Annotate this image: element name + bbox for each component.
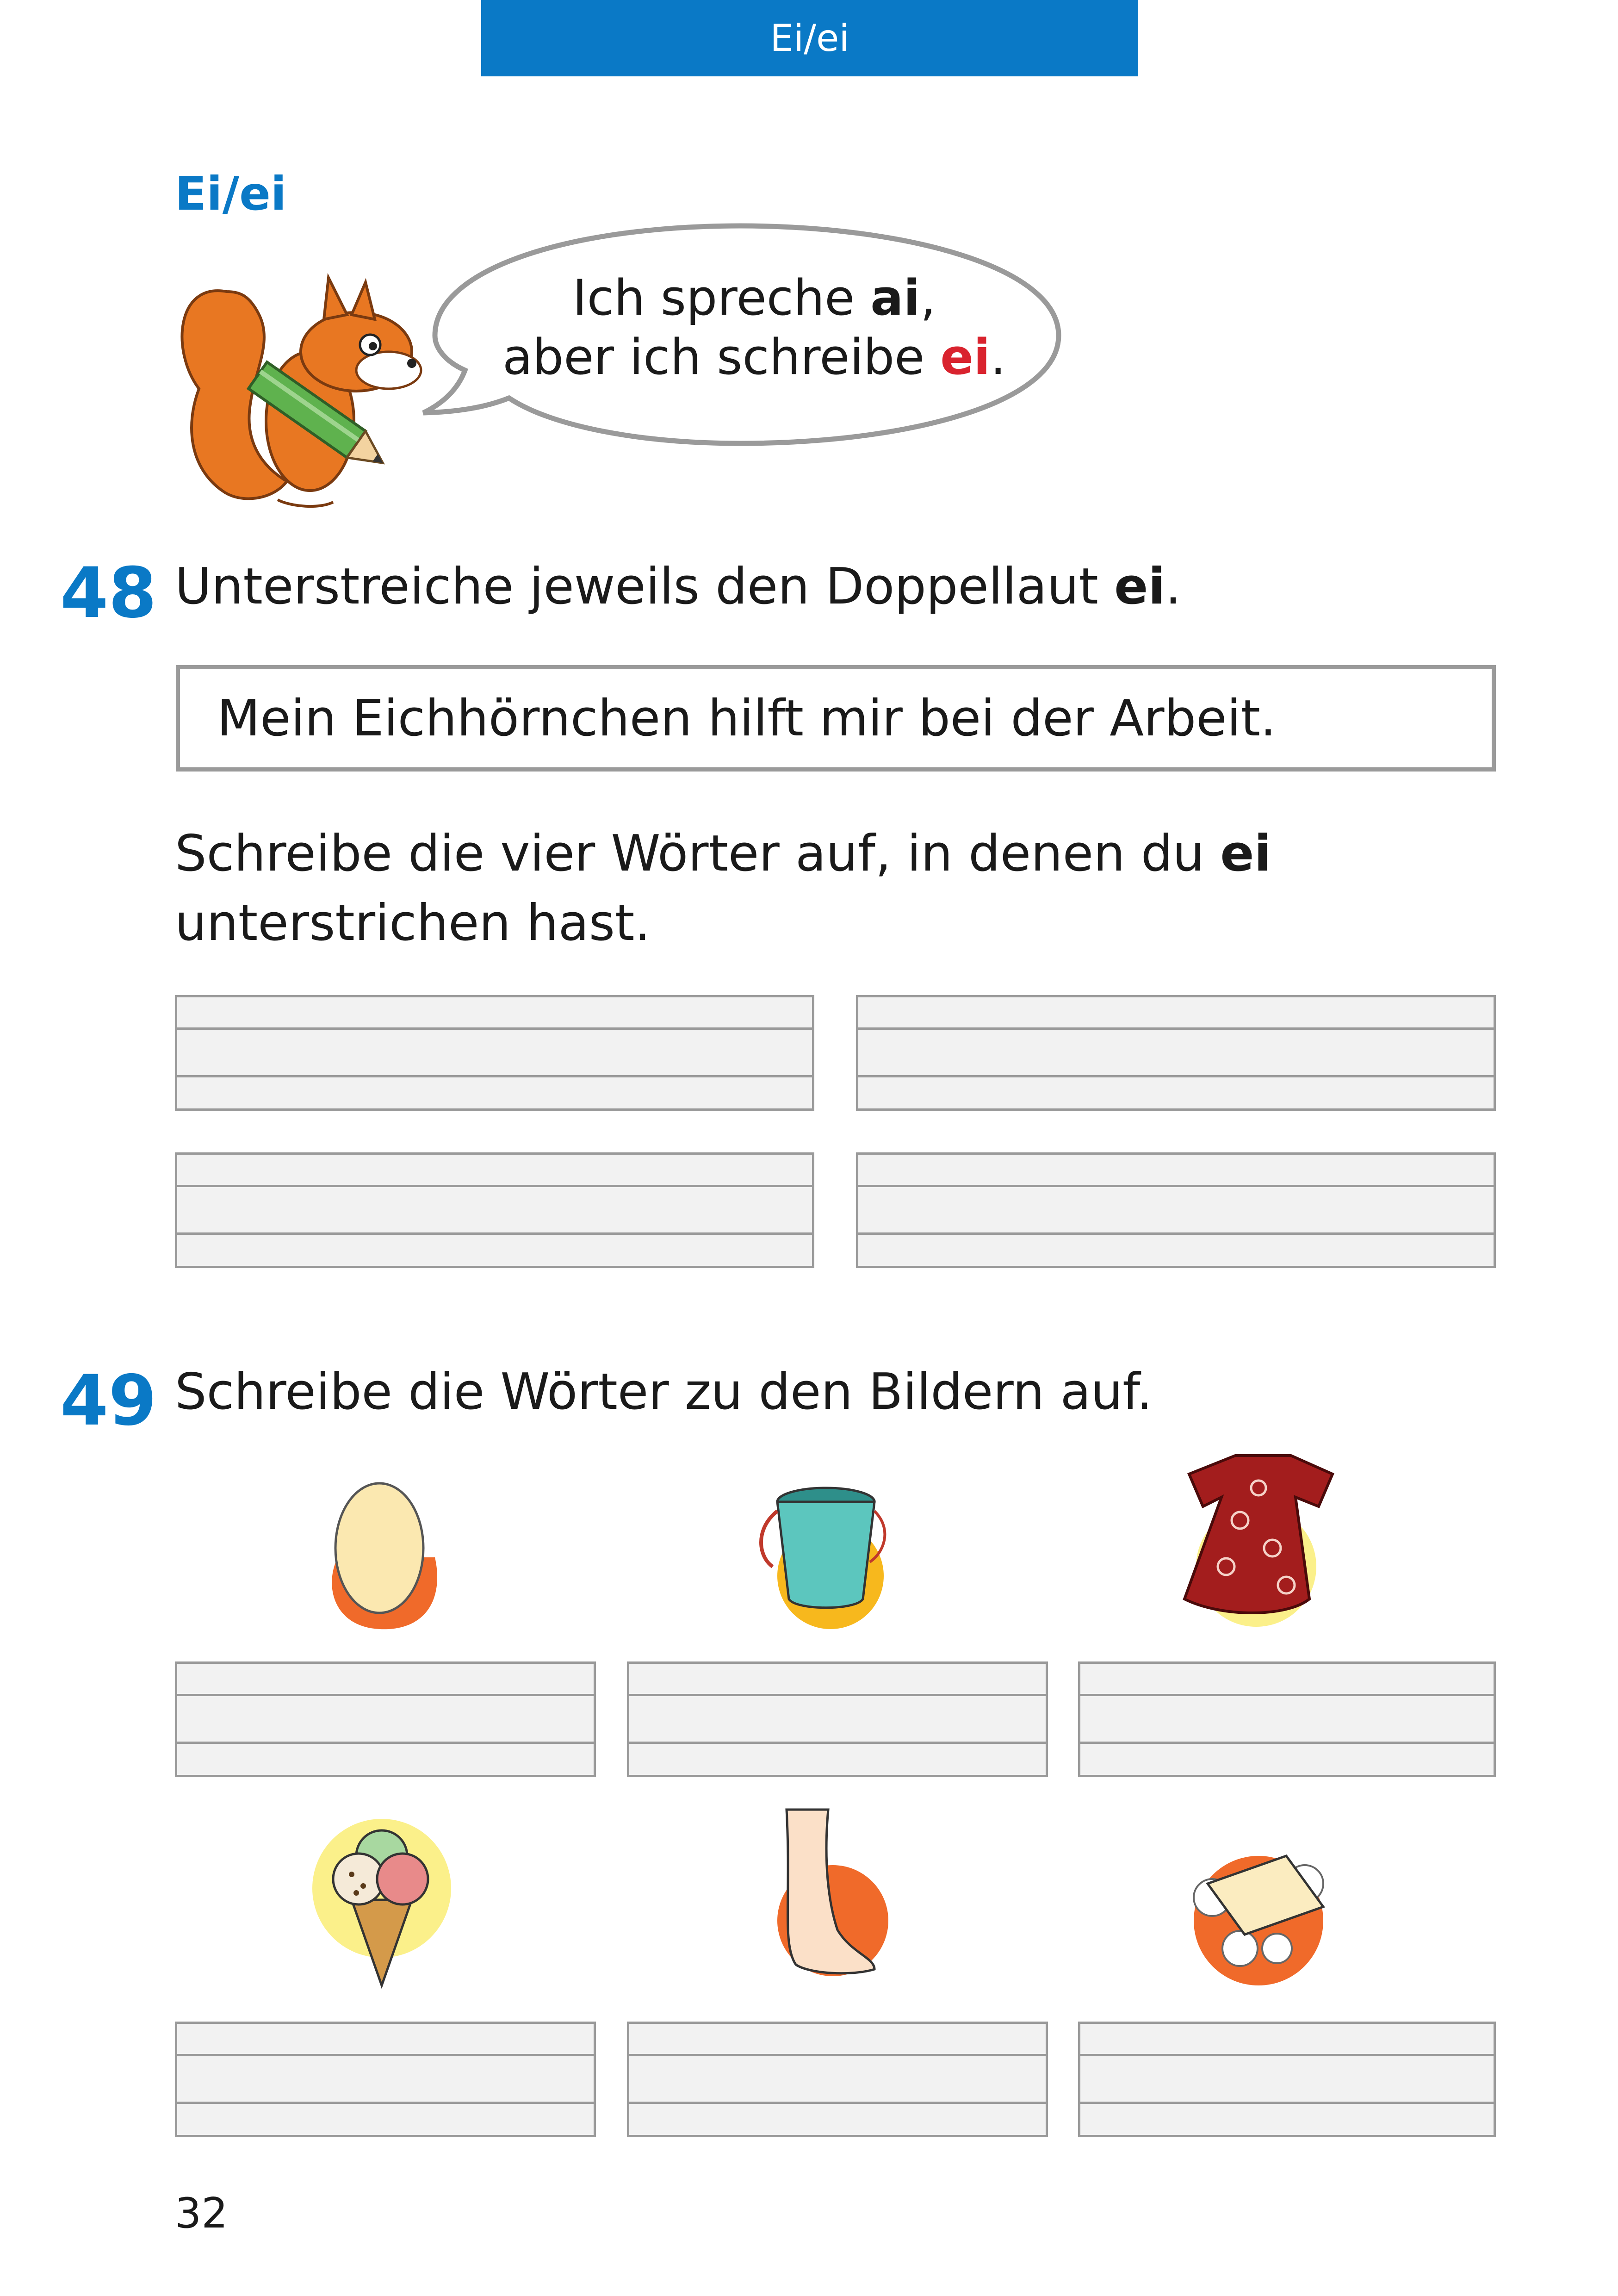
task-48-number: 48 xyxy=(60,553,157,634)
ice-cream-picture xyxy=(308,1810,456,1995)
speech-line-2-punct: . xyxy=(990,329,1006,386)
writing-line[interactable] xyxy=(627,1661,1048,1777)
sentence-box[interactable] xyxy=(176,665,1496,772)
speech-bubble-text xyxy=(463,268,1046,387)
writing-line[interactable] xyxy=(856,1152,1496,1268)
writing-line[interactable] xyxy=(175,1152,814,1268)
task-49-number: 49 xyxy=(60,1361,157,1441)
bucket-picture xyxy=(754,1479,898,1631)
writing-line[interactable] xyxy=(175,1661,596,1777)
egg-picture xyxy=(319,1479,449,1636)
squirrel-illustration xyxy=(171,250,430,518)
chapter-tab xyxy=(481,0,1138,76)
speech-line-2 xyxy=(463,328,1046,387)
task-48-followup xyxy=(175,819,1517,958)
writing-line[interactable] xyxy=(1078,2022,1496,2137)
speech-line-1-text: Ich spreche xyxy=(572,269,871,326)
speech-line-2-text: aber ich schreibe xyxy=(502,329,941,386)
task-48-instruction-text: Unterstreiche jeweils den Doppellaut xyxy=(175,558,1115,616)
speech-line-1 xyxy=(463,268,1046,328)
writing-line[interactable] xyxy=(627,2022,1048,2137)
task-48-instruction xyxy=(175,558,1181,616)
task-48-instruction-punct: . xyxy=(1165,558,1181,616)
writing-line[interactable] xyxy=(175,2022,596,2137)
writing-line[interactable] xyxy=(175,995,814,1111)
page-number: 32 xyxy=(175,2189,228,2238)
sentence-text[interactable]: Mein Eichhörnchen hilft mir bei der Arbeit. xyxy=(217,689,1277,747)
dress-picture xyxy=(1175,1446,1351,1636)
speech-bold-ai: ai xyxy=(870,269,920,326)
writing-line[interactable] xyxy=(1078,1661,1496,1777)
writing-line[interactable] xyxy=(856,995,1496,1111)
task-48-bold-ei: ei xyxy=(1114,558,1165,616)
speech-line-1-punct: , xyxy=(920,269,936,326)
task-48-followup-text: Schreibe die vier Wörter auf, in denen du xyxy=(175,825,1221,883)
section-title: Ei/ei xyxy=(175,167,287,221)
task-49-instruction: Schreibe die Wörter zu den Bildern auf. xyxy=(175,1363,1153,1421)
task-48-followup-bold-ei: ei xyxy=(1220,825,1271,883)
task-48-followup-end: unterstrichen hast. xyxy=(175,894,651,952)
speech-red-ei: ei xyxy=(940,329,991,386)
foot-picture xyxy=(759,1805,898,1981)
chapter-tab-label: Ei/ei xyxy=(770,17,849,60)
soap-picture xyxy=(1184,1847,1342,1990)
